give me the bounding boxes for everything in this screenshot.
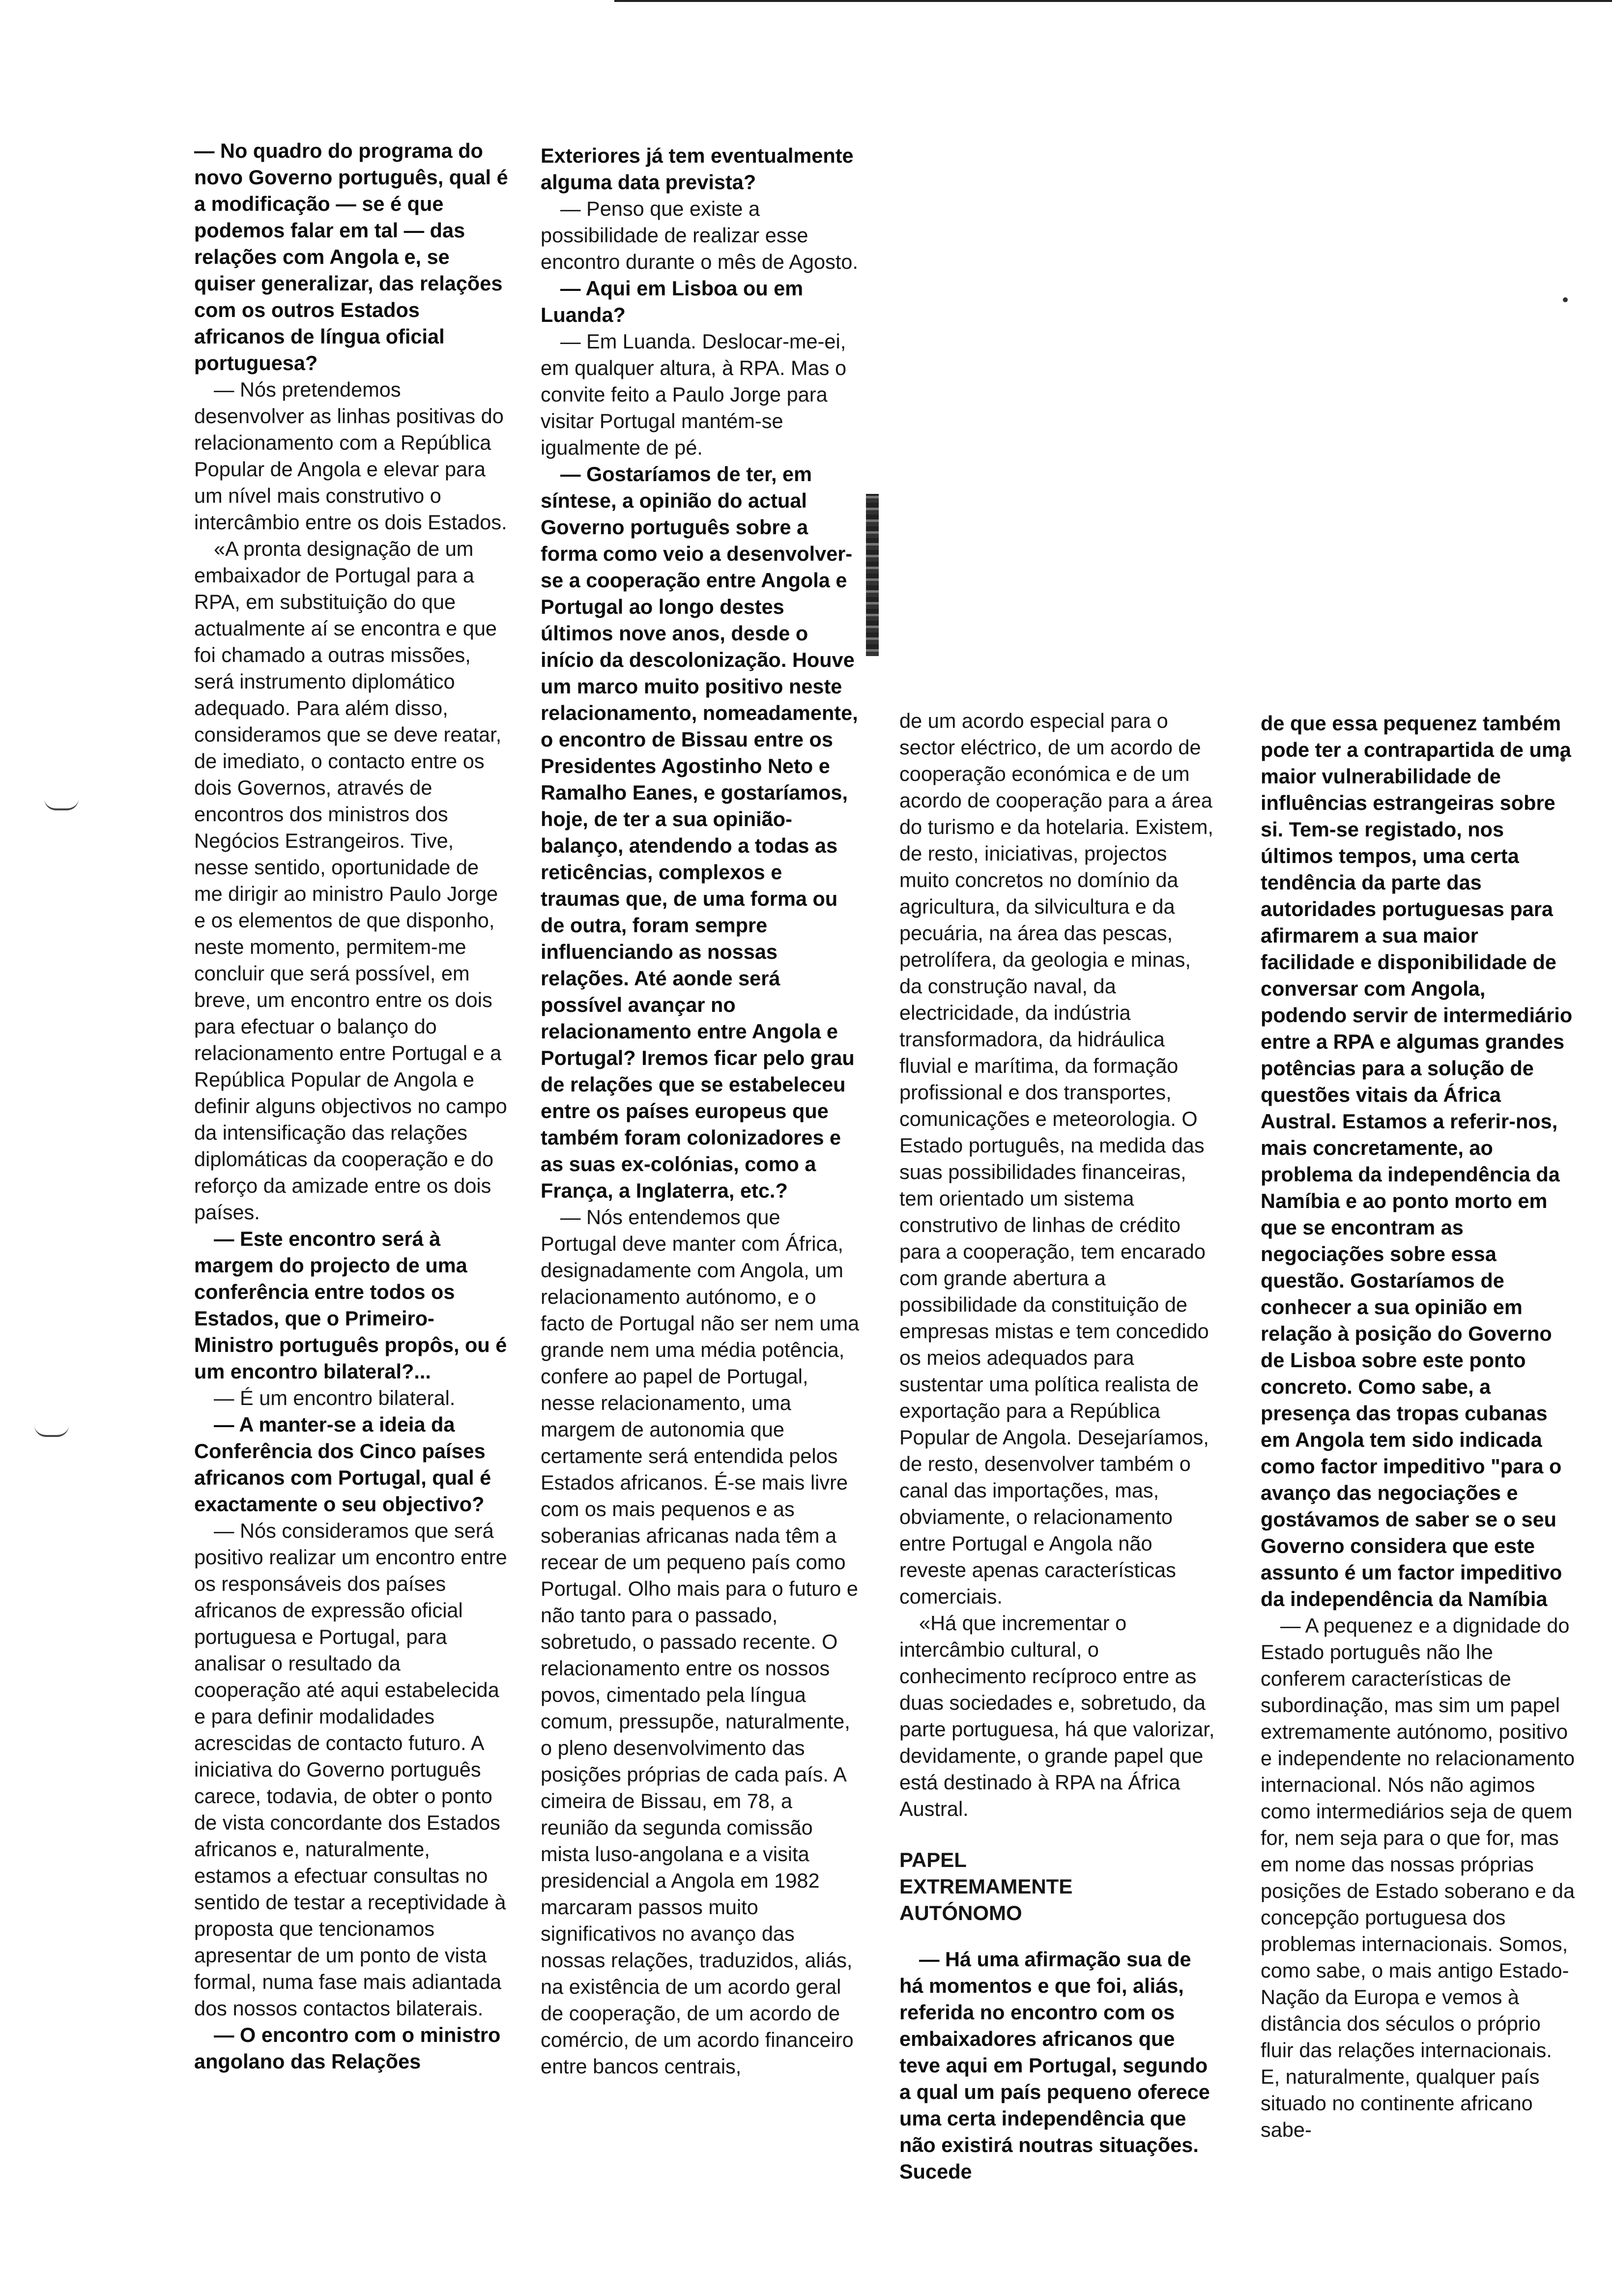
text-column-2 (541, 143, 860, 2080)
text-column-3 (899, 708, 1219, 2185)
interview-question: — Há uma afirmação sua de há momentos e que foi, aliás, referida no encontro com os embaixadores africanos que teve aqui em Portugal, segundo a qual um país pequeno oferece uma certa independência que não existirá noutras situações. Sucede (899, 1948, 1210, 2183)
interview-answer: — Nós pretendemos desenvolver as linhas positivas do relacionamento com a República Popular de Angola e elevar para um nível mais construtivo o intercâmbio entre os dois Estados. (194, 378, 507, 534)
text-column-4 (1261, 710, 1575, 2143)
interview-question: — Gostaríamos de ter, em síntese, a opinião do actual Governo português sobre a forma como veio a desenvolver-se a cooperação entre Angola e Portugal ao longo destes últimos nove anos, desde o início da descolonização. Houve um marco muito positivo neste relacionamento, nomeadamente, o encontro de Bissau entre os Presidentes Agostinho Neto e Ramalho Eanes, e gostaríamos, hoje, de ter a sua opinião-balanço, atendendo a todas as reticências, complexos e traumas que, de uma forma ou de outra, foram sempre influenciando as nossas relações. Até aonde será possível avançar no relacionamento entre Angola e Portugal? Iremos ficar pelo grau de relações que se estabeleceu entre os países europeus que também foram colonizadores e as suas ex-colónias, como a França, a Inglaterra, etc.? (541, 462, 858, 1202)
interview-question: — Aqui em Lisboa ou em Luanda? (541, 277, 804, 326)
interview-answer: — Nós entendemos que Portugal deve manter com África, designadamente com Angola, um relacionamento autónomo, e o facto de Portugal não ser nem uma grande nem uma média potência, confere ao papel de Portugal, nesse relacionamento, uma margem de autonomia que certamente será entendida pelos Estados africanos. É-se mais livre com os mais pequenos e as soberanias africanas nada têm a recear de um pequeno país como Portugal. Olho mais para o futuro e não tanto para o passado, sobretudo, o passado recente. O relacionamento entre os nossos povos, cimentado pela língua comum, pressupõe, naturalmente, o pleno desenvolvimento das posições próprias de cada país. A cimeira de Bissau, em 78, a reunião da segunda comissão mista luso-angolana e a visita presidencial a Angola em 1982 marcaram passos muito significativos no avanço das nossas relações, traduzidos, aliás, na existência de um acordo geral de cooperação, de um acordo de comércio, de um acordo financeiro entre bancos centrais, (541, 1205, 860, 2078)
interview-answer: «Há que incrementar o intercâmbio cultural, o conhecimento recíproco entre as duas sociedades e, sobretudo, da parte portuguesa, há que valorizar, devidamente, o grande papel que está destinado à RPA na África Austral. (899, 1611, 1215, 1820)
interview-answer: — A pequenez e a dignidade do Estado português não lhe conferem características de subordinação, mas sim um papel extremamente autónomo, positivo e independente no relacionamento internacional. Nós não agimos como intermediários seja de quem for, nem seja para o que for, mas em nome das nossas próprias posições de Estado soberano e da concepção portuguesa dos problemas internacionais. Somos, como sabe, o mais antigo Estado-Nação da Europa e vemos à distância dos séculos o próprio fluir das relações internacionais. E, naturalmente, qualquer país situado no continente africano sabe- (1261, 1614, 1575, 2141)
margin-mark (44, 799, 79, 810)
top-rule (614, 0, 1612, 2)
interview-question: — No quadro do programa do novo Governo português, qual é a modificação — se é que podemos falar em tal — das relações com Angola e, se quiser generalizar, das relações com os outros Estados africanos de língua oficial portuguesa? (194, 139, 508, 374)
interview-answer: de um acordo especial para o sector eléctrico, de um acordo de cooperação económica e de um acordo de cooperação para a área do turismo e da hotelaria. Existem, de resto, iniciativas, projectos muito concretos no domínio da agricultura, da silvicultura e da pecuária, na área das pescas, petrolífera, da geologia e minas, da construção naval, da electricidade, da indústria transformadora, da hidráulica fluvial e marítima, da formação profissional e dos transportes, comunicações e meteorologia. O Estado português, na medida das suas possibilidades financeiras, tem orientado um sistema construtivo de linhas de crédito para a cooperação, tem encarado com grande abertura a possibilidade da constituição de empresas mistas e tem concedido os meios adequados para sustentar uma política realista de exportação para a República Popular de Angola. Desejaríamos, de resto, desenvolver também o canal das importações, mas, obviamente, o relacionamento entre Portugal e Angola não reveste apenas características comerciais. (899, 709, 1213, 1608)
interview-answer: — É um encontro bilateral. (214, 1386, 456, 1409)
interview-answer: — Nós consideramos que será positivo realizar um encontro entre os responsáveis dos países africanos de expressão oficial portuguesa e Portugal, para analisar o resultado da cooperação até aqui estabelecida e para definir modalidades acrescidas de contacto futuro. A iniciativa do Governo português carece, todavia, de obter o ponto de vista concordante dos Estados africanos e, naturalmente, estamos a efectuar consultas no sentido de testar a receptividade à proposta que tencionamos apresentar de um ponto de vista formal, numa fase mais adiantada dos nossos contactos bilaterais. (194, 1519, 507, 2020)
interview-question: — Este encontro será à margem do projecto de uma conferência entre todos os Estados, que o Primeiro-Ministro português propôs, ou é um encontro bilateral?... (194, 1227, 507, 1383)
interview-answer: «A pronta designação de um embaixador de Portugal para a RPA, em substituição do que actualmente aí se encontra e que foi chamado a outras missões, será instrumento diplomático adequado. Para além disso, consideramos que se deve reatar, de imediato, o contacto entre os dois Governos, através de encontros dos ministros dos Negócios Estrangeiros. Tive, nesse sentido, oportunidade de me dirigir ao ministro Paulo Jorge e os elementos de que disponho, neste momento, permitem-me concluir que será possível, em breve, um encontro entre os dois para efectuar o balanço do relacionamento entre Portugal e a República Popular de Angola e definir alguns objectivos no campo da intensificação das relações diplomáticas da cooperação e do reforço da amizade entre os dois países. (194, 537, 507, 1224)
margin-mark (34, 1425, 69, 1437)
interview-question: — O encontro com o ministro angolano das Relações (194, 2023, 501, 2073)
interview-question: Exteriores já tem eventualmente alguma data prevista? (541, 144, 854, 194)
interview-answer: — Penso que existe a possibilidade de realizar esse encontro durante o mês de Agosto. (541, 197, 858, 273)
interview-question: de que essa pequenez também pode ter a contrapartida de uma maior vulnerabilidade de influências estrangeiras sobre si. Tem-se registado, nos últimos tempos, uma certa tendência da parte das autoridades portuguesas para afirmarem a sua maior facilidade e disponibilidade de conversar com Angola, podendo servir de intermediário entre a RPA e algumas grandes potências para a solução de questões vitais da África Austral. Estamos a referir-nos, mais concretamente, ao problema da independência da Namíbia e ao ponto morto em que se encontram as negociações sobre essa questão. Gostaríamos de conhecer a sua opinião em relação à posição do Governo de Lisboa sobre este ponto concreto. Como sabe, a presença das tropas cubanas em Angola tem sido indicada como factor impeditivo "para o avanço das negociações e gostávamos de saber se o seu Governo considera que este assunto é um factor impeditivo da independência da Namíbia (1261, 712, 1573, 1610)
interview-question: — A manter-se a ideia da Conferência dos Cinco países africanos com Portugal, qual é exactamente o seu objectivo? (194, 1413, 491, 1516)
interview-answer: — Em Luanda. Deslocar-me-ei, em qualquer altura, à RPA. Mas o convite feito a Paulo Jorge para visitar Portugal mantém-se igualmente de pé. (541, 330, 847, 459)
section-heading: PAPEL EXTREMAMENTE AUTÓNOMO (899, 1848, 1073, 1924)
text-column-1 (194, 138, 509, 2075)
scan-speck (1563, 297, 1568, 302)
vertical-photo-strip (866, 494, 879, 656)
